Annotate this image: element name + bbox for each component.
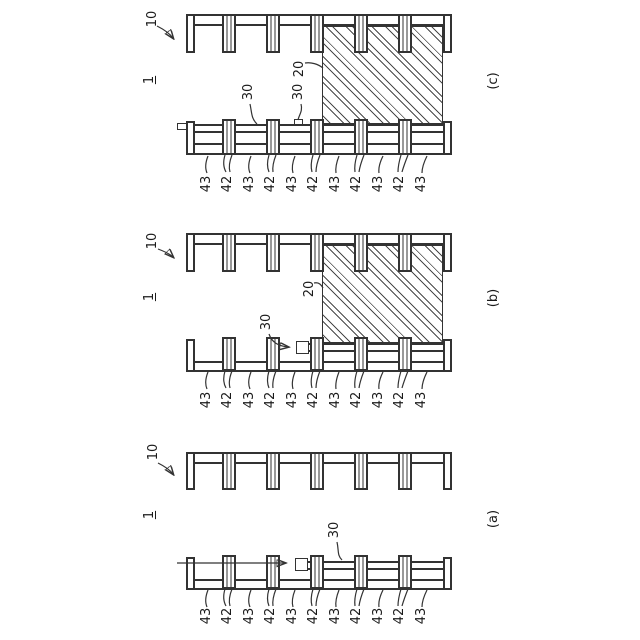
part-label-42: 42 [220, 391, 235, 409]
subfigure-label-a: (a) [486, 509, 501, 529]
ref-label-20: 20 [292, 60, 307, 78]
post-42 [354, 119, 368, 155]
part-label-42: 42 [306, 607, 321, 625]
comb-tooth [398, 233, 412, 272]
post-42 [310, 555, 324, 589]
comb-tooth [310, 452, 324, 490]
part-label-43: 43 [414, 175, 429, 193]
post-inner-lines [359, 121, 364, 153]
part-label-42: 42 [220, 607, 235, 625]
ref-label-30: 30 [291, 83, 306, 101]
tooth-inner-lines [271, 16, 276, 51]
post-42 [266, 119, 280, 155]
post-inner-lines [271, 557, 276, 587]
tooth-inner-lines [315, 16, 320, 51]
comb-tooth [398, 452, 412, 490]
part-label-43: 43 [242, 607, 257, 625]
assembly-cap-left [186, 557, 195, 590]
post-inner-lines [403, 121, 408, 153]
comb-tooth [354, 452, 368, 490]
comb-tooth [266, 14, 280, 53]
tooth-inner-lines [315, 454, 320, 488]
assembly-cap-left [186, 121, 195, 155]
assembly-cap-right [443, 121, 452, 155]
part-label-42: 42 [349, 607, 364, 625]
part-label-43: 43 [285, 391, 300, 409]
assembly-cap-left [186, 339, 195, 372]
part-label-43: 43 [242, 391, 257, 409]
part-label-42: 42 [306, 391, 321, 409]
part-label-43: 43 [414, 391, 429, 409]
post-42 [222, 337, 236, 371]
tooth-inner-lines [227, 454, 232, 488]
post-42 [266, 555, 280, 589]
tooth-inner-lines [403, 235, 408, 270]
tooth-inner-lines [359, 16, 364, 51]
post-42 [354, 337, 368, 371]
comb-tooth [222, 14, 236, 53]
part-label-43: 43 [371, 175, 386, 193]
post-inner-lines [403, 557, 408, 587]
post-42 [354, 555, 368, 589]
post-inner-lines [315, 339, 320, 369]
part-label-42: 42 [349, 391, 364, 409]
post-inner-lines [315, 121, 320, 153]
comb-tooth [222, 452, 236, 490]
part-label-43: 43 [285, 607, 300, 625]
part-label-42: 42 [263, 175, 278, 193]
tooth-inner-lines [271, 454, 276, 488]
part-label-42: 42 [306, 175, 321, 193]
post-42 [398, 119, 412, 155]
part-label-43: 43 [242, 175, 257, 193]
comb-tooth [310, 14, 324, 53]
comb-tooth [266, 233, 280, 272]
part-label-43: 43 [199, 175, 214, 193]
part-label-42: 42 [220, 175, 235, 193]
post-inner-lines [227, 121, 232, 153]
tooth-inner-lines [359, 235, 364, 270]
comb-cap-right [443, 14, 452, 53]
post-42 [222, 119, 236, 155]
subfigure-label-b: (b) [486, 288, 501, 308]
tooth-inner-lines [315, 235, 320, 270]
post-42 [266, 337, 280, 371]
part-label-43: 43 [371, 391, 386, 409]
tooth-inner-lines [359, 454, 364, 488]
post-inner-lines [271, 121, 276, 153]
tooth-inner-lines [403, 454, 408, 488]
comb-cap-right [443, 233, 452, 272]
part-label-42: 42 [392, 391, 407, 409]
post-inner-lines [359, 339, 364, 369]
assembly-cap-right [443, 557, 452, 590]
ref-label-10: 10 [145, 10, 160, 28]
bar-30-end-tab [296, 341, 309, 354]
post-42 [310, 337, 324, 371]
part-label-42: 42 [392, 175, 407, 193]
tooth-inner-lines [227, 235, 232, 270]
bar-30-joint-tab [294, 119, 303, 125]
hatched-block-20 [322, 245, 443, 343]
part-label-42: 42 [263, 391, 278, 409]
part-label-42: 42 [263, 607, 278, 625]
post-inner-lines [315, 557, 320, 587]
ref-label-30: 30 [327, 521, 342, 539]
post-42 [310, 119, 324, 155]
subfigure-label-c: (c) [486, 72, 501, 90]
comb-tooth [354, 14, 368, 53]
part-label-43: 43 [371, 607, 386, 625]
part-label-43: 43 [328, 607, 343, 625]
ref-label-1: 1 [142, 292, 157, 302]
comb-tooth [354, 233, 368, 272]
ref-label-20: 20 [302, 280, 317, 298]
comb-cap-right [443, 452, 452, 490]
part-label-43: 43 [199, 607, 214, 625]
part-label-43: 43 [328, 175, 343, 193]
post-42 [398, 337, 412, 371]
hatched-block-20 [322, 26, 443, 124]
comb-cap-left [186, 14, 195, 53]
tooth-inner-lines [227, 16, 232, 51]
part-label-43: 43 [199, 391, 214, 409]
comb-tooth [398, 14, 412, 53]
part-label-43: 43 [328, 391, 343, 409]
part-label-42: 42 [349, 175, 364, 193]
bar-30-end-tab [295, 558, 308, 571]
post-42 [222, 555, 236, 589]
ref-label-10: 10 [145, 232, 160, 250]
post-inner-lines [227, 557, 232, 587]
post-inner-lines [271, 339, 276, 369]
comb-tooth [310, 233, 324, 272]
post-inner-lines [359, 557, 364, 587]
assembly-cap-right [443, 339, 452, 372]
part-label-43: 43 [285, 175, 300, 193]
ref-label-1: 1 [142, 510, 157, 520]
ref-label-10: 10 [146, 443, 161, 461]
tooth-inner-lines [403, 16, 408, 51]
ref-label-1: 1 [142, 75, 157, 85]
post-inner-lines [403, 339, 408, 369]
comb-tooth [266, 452, 280, 490]
comb-cap-left [186, 233, 195, 272]
ref-label-30: 30 [259, 313, 274, 331]
comb-tooth [222, 233, 236, 272]
tooth-inner-lines [271, 235, 276, 270]
part-label-43: 43 [414, 607, 429, 625]
part-label-42: 42 [392, 607, 407, 625]
post-42 [398, 555, 412, 589]
ref-label-30: 30 [241, 83, 256, 101]
comb-cap-left [186, 452, 195, 490]
post-inner-lines [227, 339, 232, 369]
